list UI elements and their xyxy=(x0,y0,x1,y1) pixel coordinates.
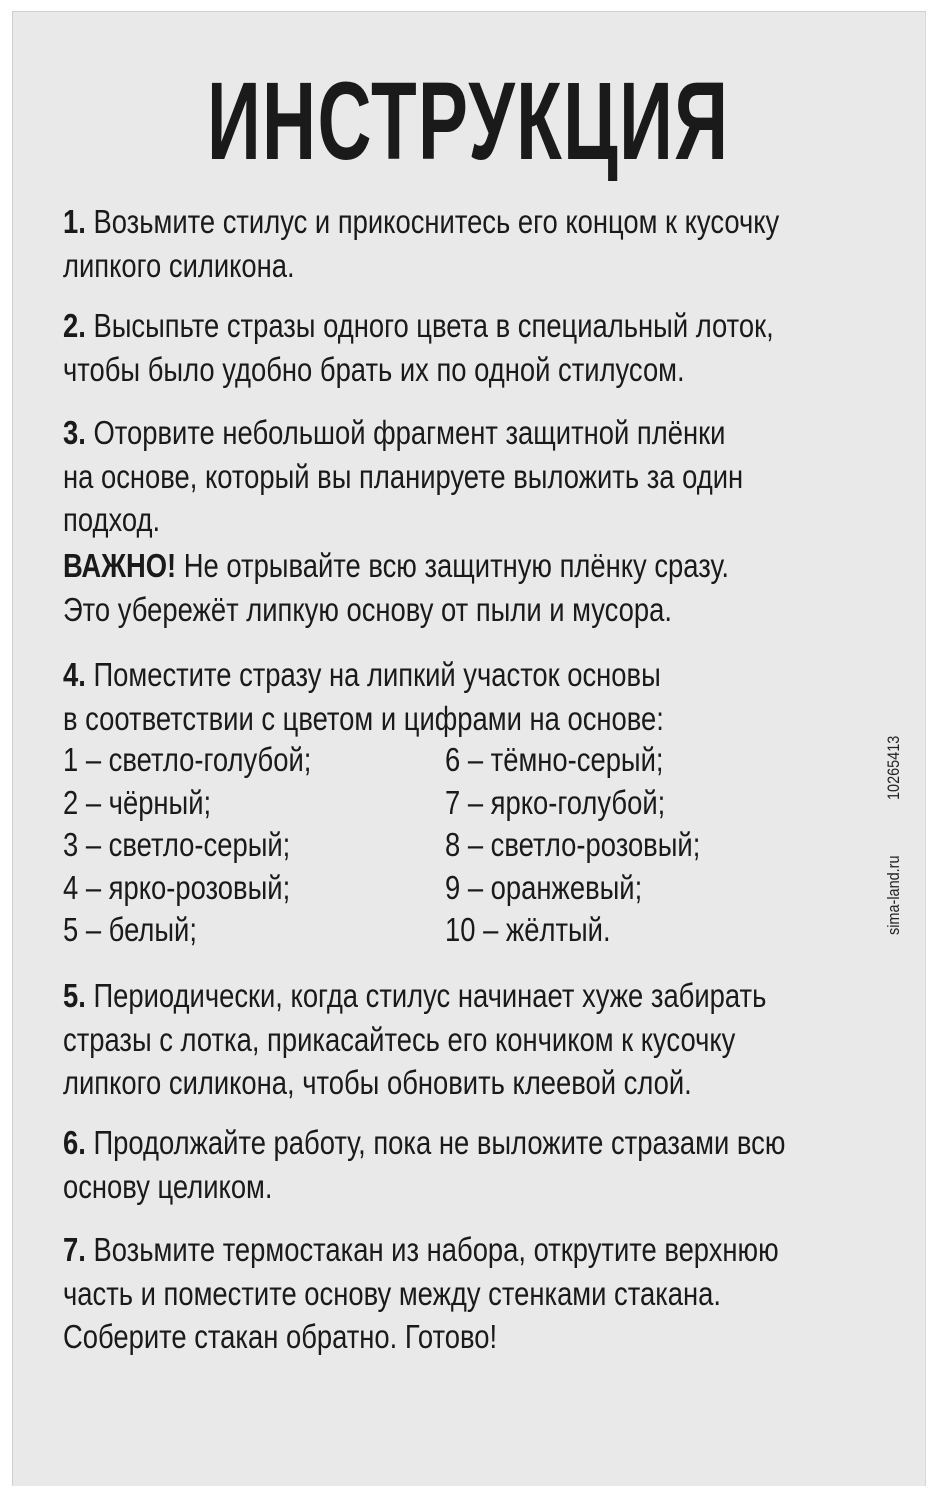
step-4 xyxy=(63,653,787,740)
step-number: 1. xyxy=(63,203,86,240)
color-legend-item: 9 – оранжевый; xyxy=(445,868,643,906)
step-text: Соберите стакан обратно. Готово! xyxy=(63,1318,498,1355)
step-line xyxy=(63,348,774,392)
step-3 xyxy=(63,411,882,542)
step-number: 4. xyxy=(63,656,86,693)
step-text: Возьмите стилус и прикоснитесь его концом к кусочку xyxy=(93,203,780,240)
website-label: sima-land.ru xyxy=(884,855,903,935)
step-number: 7. xyxy=(63,1231,86,1268)
step-line xyxy=(63,1018,766,1062)
step-line xyxy=(63,1121,785,1165)
step-line xyxy=(63,411,743,455)
color-legend-item: 6 – тёмно-серый; xyxy=(445,741,664,778)
step-line xyxy=(63,1165,785,1209)
step-text: подход. xyxy=(63,501,161,538)
step-line xyxy=(63,1272,779,1316)
step-text: Высыпьте стразы одного цвета в специальный лоток, xyxy=(93,307,774,344)
important-note xyxy=(63,544,865,631)
color-legend-item: 3 – светло-серый; xyxy=(63,826,291,863)
step-number: 6. xyxy=(63,1124,86,1161)
step-7 xyxy=(63,1228,925,1359)
step-text: в соответствии с цветом и цифрами на основе: xyxy=(63,699,664,737)
step-line xyxy=(63,1228,779,1272)
step-line xyxy=(63,304,774,348)
color-legend-column xyxy=(445,739,753,952)
step-text: на основе, который вы планируете выложить за один xyxy=(63,457,744,495)
color-legend-item: 4 – ярко-розовый; xyxy=(63,868,291,906)
step-number: 2. xyxy=(63,307,86,344)
step-line xyxy=(63,653,664,697)
step-line xyxy=(63,697,664,741)
step-line xyxy=(63,544,729,588)
color-legend-item: 10 – жёлтый. xyxy=(445,911,611,948)
color-legend-item: 5 – белый; xyxy=(63,911,197,948)
step-text: Это убережёт липкую основу от пыли и мусора. xyxy=(63,590,672,628)
step-line xyxy=(63,588,729,632)
color-legend-item: 7 – ярко-голубой; xyxy=(445,783,666,821)
title-text: ИНСТРУКЦИЯ xyxy=(206,60,730,183)
step-5 xyxy=(63,974,910,1105)
step-1 xyxy=(63,200,926,287)
step-text: Возьмите термостакан из набора, открутите верхнюю xyxy=(93,1231,779,1268)
color-legend-column xyxy=(63,739,362,952)
step-text: липкого силикона, чтобы обновить клеевой слой. xyxy=(63,1064,692,1101)
step-number: 3. xyxy=(63,414,86,451)
step-line xyxy=(63,200,779,244)
step-line xyxy=(63,244,779,288)
step-text: Периодически, когда стилус начинает хуже забирать xyxy=(93,977,767,1014)
color-legend-item: 2 – чёрный; xyxy=(63,783,212,821)
step-text: Не отрывайте всю защитную плёнку сразу. xyxy=(183,547,730,584)
step-text: часть и поместите основу между стенками стакана. xyxy=(63,1274,721,1312)
step-6 xyxy=(63,1121,933,1208)
article-number: 10265413 xyxy=(884,735,903,800)
step-line xyxy=(63,455,743,499)
page-title xyxy=(0,62,936,182)
step-text: Оторвите небольшой фрагмент защитной плёнки xyxy=(93,414,726,451)
step-line xyxy=(63,1061,766,1105)
step-line xyxy=(63,974,766,1018)
color-legend-item: 8 – светло-розовый; xyxy=(445,826,701,863)
step-text: Поместите стразу на липкий участок основы xyxy=(93,656,661,693)
step-text: чтобы было удобно брать их по одной стилусом. xyxy=(63,350,685,388)
step-text: стразы с лотка, прикасайтесь его кончиком к кусочку xyxy=(63,1020,736,1058)
step-number: ВАЖНО! xyxy=(63,547,177,584)
step-text: Продолжайте работу, пока не выложите стразами всю xyxy=(93,1124,786,1161)
step-number: 5. xyxy=(63,977,86,1014)
step-text: основу целиком. xyxy=(63,1167,273,1205)
step-line xyxy=(63,498,743,542)
step-text: липкого силикона. xyxy=(63,246,295,284)
step-line xyxy=(63,1315,779,1359)
color-legend-item: 1 – светло-голубой; xyxy=(63,741,312,778)
step-2 xyxy=(63,304,919,391)
